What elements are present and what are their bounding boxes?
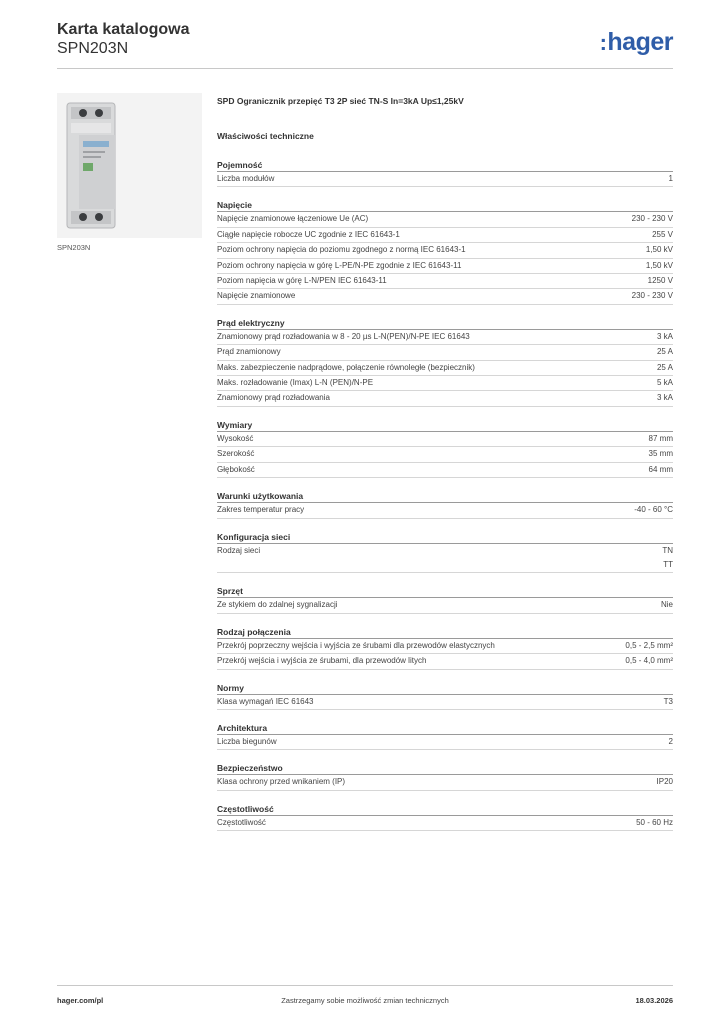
spec-value: 25 A: [656, 347, 673, 357]
spec-value: 5 kA: [656, 378, 673, 388]
spec-group-title: Sprzęt: [217, 585, 673, 598]
spec-group: [217, 159, 673, 187]
logo-mark: :: [599, 30, 607, 55]
spec-label: Poziom napięcia w górę L-N/PEN IEC 61643-11: [217, 276, 387, 286]
spec-value: 35 mm: [648, 449, 673, 459]
spec-label: Ze stykiem do zdalnej sygnalizacji: [217, 600, 338, 610]
spec-group: [217, 682, 673, 710]
spec-row: [217, 391, 673, 406]
spec-row: [217, 639, 673, 654]
spec-label: Klasa wymagań IEC 61643: [217, 696, 314, 706]
spec-value: 230 - 230 V: [631, 291, 673, 301]
footer-notice: Zastrzegamy sobie możliwość zmian technicznych: [281, 996, 449, 1005]
spec-group: [217, 585, 673, 613]
spec-value: 25 A: [656, 362, 673, 372]
spec-label: Szerokość: [217, 449, 255, 459]
spec-value: 50 - 60 Hz: [636, 817, 673, 827]
spec-group-title: Częstotliwość: [217, 803, 673, 816]
spec-value: 0,5 - 4,0 mm²: [625, 656, 673, 666]
spec-label: Przekrój wejścia i wyjścia ze śrubami, dla przewodów litych: [217, 656, 427, 666]
spec-value: 3 kA: [656, 393, 673, 403]
spec-value: T3: [663, 696, 673, 706]
spec-label: Rodzaj sieci: [217, 545, 261, 555]
spec-group-title: Pojemność: [217, 159, 673, 172]
spec-row: [217, 598, 673, 613]
spec-content: [217, 96, 673, 843]
spec-row: [217, 544, 673, 574]
header-divider: [57, 68, 673, 69]
spec-label: Poziom ochrony napięcia do poziomu zgodnego z normą IEC 61643-1: [217, 245, 466, 255]
spec-row: [217, 345, 673, 360]
footer-website: hager.com/pl: [57, 996, 104, 1005]
section-title: Właściwości techniczne: [217, 131, 314, 141]
spec-label: Prąd znamionowy: [217, 347, 281, 357]
spec-label: Zakres temperatur pracy: [217, 505, 305, 515]
spec-group: [217, 317, 673, 407]
spec-row: [217, 259, 673, 274]
footer-date: 18.03.2026: [635, 996, 673, 1005]
document-title: Karta katalogowa: [57, 21, 190, 38]
spec-row: [217, 289, 673, 304]
spec-label: Liczba modułów: [217, 174, 275, 183]
spec-value: 0,5 - 2,5 mm²: [625, 640, 673, 650]
spec-value: 255 V: [652, 229, 673, 239]
spec-value: 1,50 kV: [645, 260, 673, 270]
surge-protector-illustration: [57, 93, 202, 238]
spec-row: [217, 243, 673, 258]
spec-group: [217, 762, 673, 790]
spec-row: [217, 361, 673, 376]
spec-row: [217, 463, 673, 478]
spec-label: Wysokość: [217, 433, 254, 443]
spec-group: [217, 803, 673, 831]
spec-label: Częstotliwość: [217, 817, 266, 827]
spec-group: [217, 531, 673, 574]
spec-label: Znamionowy prąd rozładowania: [217, 393, 330, 403]
spec-group-title: Warunki użytkowania: [217, 490, 673, 503]
hager-logo: [600, 28, 673, 57]
spec-value: -40 - 60 °C: [634, 505, 673, 515]
spec-row: [217, 432, 673, 447]
spec-row: [217, 816, 673, 831]
spec-label: Głębokość: [217, 464, 255, 474]
spec-value: 64 mm: [648, 464, 673, 474]
spec-row: [217, 503, 673, 518]
spec-value: 87 mm: [648, 433, 673, 443]
spec-row: [217, 654, 673, 669]
spec-group-title: Bezpieczeństwo: [217, 762, 673, 775]
spec-value: 2: [668, 736, 673, 746]
spec-value: 1: [668, 174, 673, 183]
spec-row: [217, 447, 673, 462]
spec-group: [217, 722, 673, 750]
spec-group-title: Normy: [217, 682, 673, 695]
spec-row: [217, 775, 673, 790]
spec-row: [217, 228, 673, 243]
document-code: SPN203N: [57, 40, 129, 57]
spec-label: Napięcie znamionowe: [217, 291, 296, 301]
spec-group-title: Konfiguracja sieci: [217, 531, 673, 544]
page-header: [57, 20, 673, 58]
spec-group-title: Rodzaj połączenia: [217, 626, 673, 639]
spec-row: [217, 376, 673, 391]
spec-label: Przekrój poprzeczny wejścia i wyjścia ze śrubami dla przewodów elastycznych: [217, 640, 495, 650]
spec-value: IP20: [656, 777, 673, 787]
spec-group: [217, 419, 673, 478]
product-image: [57, 93, 202, 238]
spec-value: 3 kA: [656, 331, 673, 341]
spec-label: Ciągłe napięcie robocze UC zgodnie z IEC 61643-1: [217, 229, 400, 239]
spec-row: [217, 274, 673, 289]
spec-row: [217, 172, 673, 187]
spec-label: Znamionowy prąd rozładowania w 8 - 20 µs L-N(PEN)/N-PE IEC 61643: [217, 331, 470, 341]
image-caption: SPN203N: [57, 243, 91, 252]
spec-group-title: Napięcie: [217, 199, 673, 212]
spec-group: [217, 199, 673, 304]
footer-divider: [57, 985, 673, 986]
spec-value: TN TT: [662, 545, 673, 569]
spec-label: Napięcie znamionowe łączeniowe Ue (AC): [217, 214, 369, 224]
spec-label: Maks. zabezpieczenie nadprądowe, połączenie równoległe (bezpiecznik): [217, 362, 475, 372]
spec-group-title: Wymiary: [217, 419, 673, 432]
spec-group: [217, 626, 673, 670]
spec-groups: [217, 159, 673, 831]
spec-group: [217, 490, 673, 518]
spec-group-title: Architektura: [217, 722, 673, 735]
spec-value: Nie: [660, 600, 673, 610]
spec-value: 1250 V: [647, 276, 673, 286]
product-title: SPD Ogranicznik przepięć T3 2P sieć TN-S In=3kA Up≤1,25kV: [217, 96, 464, 106]
spec-value: 1,50 kV: [645, 245, 673, 255]
spec-group-title: Prąd elektryczny: [217, 317, 673, 330]
spec-value: 230 - 230 V: [631, 214, 673, 224]
logo-text: hager: [607, 28, 673, 56]
spec-row: [217, 330, 673, 345]
spec-label: Klasa ochrony przed wnikaniem (IP): [217, 777, 346, 787]
spec-row: [217, 212, 673, 227]
spec-label: Maks. rozładowanie (Imax) L-N (PEN)/N-PE: [217, 378, 374, 388]
spec-row: [217, 695, 673, 710]
spec-label: Poziom ochrony napięcia w górę L-PE/N-PE zgodnie z IEC 61643-11: [217, 260, 462, 270]
spec-row: [217, 735, 673, 750]
spec-label: Liczba biegunów: [217, 736, 277, 746]
